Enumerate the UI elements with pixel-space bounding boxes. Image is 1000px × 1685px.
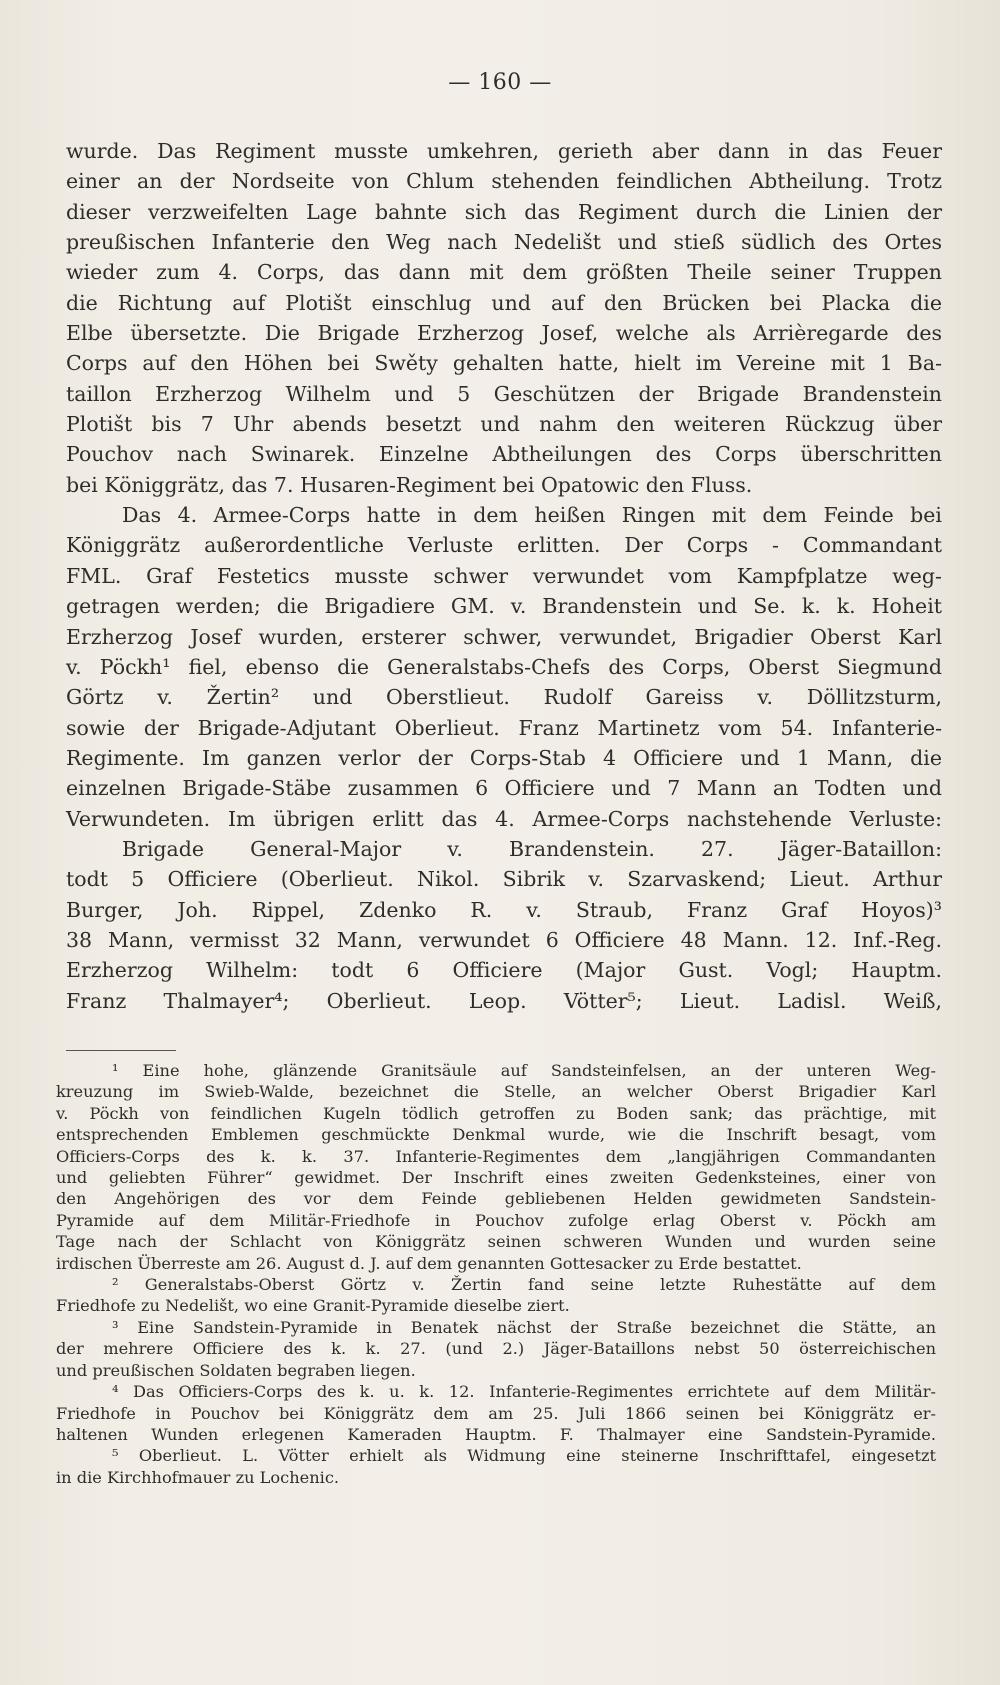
footnote-line: ¹ Eine hohe, glänzende Granitsäule auf Sandsteinfelsen, an der unteren Weg- (112, 1061, 936, 1080)
footnote-line: Officiers-Corps des k. k. 37. Infanterie-Regimentes dem „langjährigen Commandanten (56, 1146, 936, 1166)
text-line: bei Königgrätz, das 7. Husaren-Regiment bei Opatowic den Fluss. (66, 472, 753, 497)
footnote-divider (66, 1050, 176, 1051)
footnote-line: irdischen Überreste am 26. August d. J. auf dem genannten Gottesacker zu Erde bestattet. (56, 1253, 802, 1273)
footnote-line: und geliebten Führer“ gewidmet. Der Inschrift eines zweiten Gedenksteines, einer von (56, 1168, 936, 1188)
footnote-line: in die Kirchhofmauer zu Lochenic. (56, 1467, 340, 1487)
text-line: 38 Mann, vermisst 32 Mann, verwundet 6 Officiere 48 Mann. 12. Inf.-Reg. (66, 927, 942, 952)
footnote-line: Tage nach der Schlacht von Königgrätz seinen schweren Wunden und wurden seine (56, 1232, 936, 1252)
footnote-line: den Angehörigen des vor dem Feinde gebliebenen Helden gewidmeten Sandstein- (56, 1189, 936, 1209)
text-line: taillon Erzherzog Wilhelm und 5 Geschützen der Brigade Brandenstein (66, 381, 942, 406)
footnote-line: haltenen Wunden erlegenen Kameraden Hauptm. F. Thalmayer eine Sandstein-Pyramide. (56, 1424, 936, 1444)
text-line: Erzherzog Wilhelm: todt 6 Officiere (Major Gust. Vogl; Hauptm. (66, 958, 942, 983)
paragraph-start-line: Das 4. Armee-Corps hatte in dem heißen Ringen mit dem Feinde bei (122, 503, 942, 528)
text-line: Plotišt bis 7 Uhr abends besetzt und nahm den weiteren Rückzug über (66, 412, 942, 437)
footnote-line: entsprechenden Emblemen geschmückte Denkmal wurde, wie die Inschrift besagt, vom (56, 1125, 936, 1145)
footnote-line: ³ Eine Sandstein-Pyramide in Benatek nächst der Straße bezeichnet die Stätte, an (112, 1317, 936, 1337)
footnote-line: und preußischen Soldaten begraben liegen. (56, 1360, 416, 1380)
text-line: wieder zum 4. Corps, das dann mit dem größten Theile seiner Truppen (66, 260, 942, 285)
text-line: die Richtung auf Plotišt einschlug und auf den Brücken bei Placka die (66, 290, 942, 315)
footnote-line: kreuzung im Swieb-Walde, bezeichnet die Stelle, an welcher Oberst Brigadier Karl (56, 1082, 936, 1102)
main-text (66, 136, 942, 1016)
footnote-line: ² Generalstabs-Oberst Görtz v. Žertin fand seine letzte Ruhestätte auf dem (112, 1275, 936, 1295)
text-line: FML. Graf Festetics musste schwer verwundet vom Kampfplatze weg- (66, 563, 942, 588)
text-line: Franz Thalmayer⁴; Oberlieut. Leop. Vötter⁵; Lieut. Ladisl. Weiß, (66, 988, 942, 1013)
text-line: Corps auf den Höhen bei Swěty gehalten hatte, hielt im Vereine mit 1 Ba- (66, 351, 942, 376)
footnote-line: ⁴ Das Officiers-Corps des k. u. k. 12. Infanterie-Regimentes errichtete auf dem Militär- (112, 1382, 936, 1402)
text-line: sowie der Brigade-Adjutant Oberlieut. Franz Martinetz vom 54. Infanterie- (66, 715, 942, 740)
text-line: v. Pöckh¹ fiel, ebenso die Generalstabs-Chefs des Corps, Oberst Siegmund (66, 654, 942, 679)
text-line: Görtz v. Žertin² und Oberstlieut. Rudolf Gareiss v. Döllitzsturm, (66, 685, 942, 710)
text-line: dieser verzweifelten Lage bahnte sich das Regiment durch die Linien der (66, 199, 942, 224)
footnote-line: Friedhofe zu Nedelišt, wo eine Granit-Pyramide dieselbe ziert. (56, 1296, 570, 1316)
text-line: Königgrätz außerordentliche Verluste erlitten. Der Corps - Commandant (66, 533, 942, 558)
text-line: preußischen Infanterie den Weg nach Nedelišt und stieß südlich des Ortes (66, 230, 942, 255)
text-line: Burger, Joh. Rippel, Zdenko R. v. Straub, Franz Graf Hoyos)³ (66, 897, 942, 922)
text-line: Elbe übersetzte. Die Brigade Erzherzog Josef, welche als Arrièregarde des (66, 321, 942, 346)
text-line: wurde. Das Regiment musste umkehren, gerieth aber dann in das Feuer (66, 139, 942, 163)
paragraph-start-line: Brigade General-Major v. Brandenstein. 27. Jäger-Bataillon: (122, 836, 942, 861)
page-number: — 160 — (448, 70, 552, 95)
footnotes (56, 1060, 936, 1488)
footnote-line: v. Pöckh von feindlichen Kugeln tödlich getroffen zu Boden sank; das prächtige, mit (56, 1103, 936, 1123)
footnote-line: Pyramide auf dem Militär-Friedhofe in Pouchov zufolge erlag Oberst v. Pöckh am (56, 1210, 936, 1230)
text-line: Verwundeten. Im übrigen erlitt das 4. Armee-Corps nachstehende Verluste: (66, 806, 942, 831)
footnote-line: der mehrere Officiere des k. k. 27. (und 2.) Jäger-Bataillons nebst 50 österreichischen (56, 1339, 936, 1359)
text-line: Pouchov nach Swinarek. Einzelne Abtheilungen des Corps überschritten (66, 442, 942, 467)
text-line: getragen werden; die Brigadiere GM. v. Brandenstein und Se. k. k. Hoheit (66, 594, 942, 619)
text-line: einer an der Nordseite von Chlum stehenden feindlichen Abtheilung. Trotz (66, 169, 942, 194)
text-line: Regimente. Im ganzen verlor der Corps-Stab 4 Officiere und 1 Mann, die (66, 745, 942, 770)
footnote-line: ⁵ Oberlieut. L. Vötter erhielt als Widmung eine steinerne Inschrifttafel, eingesetzt (112, 1446, 936, 1466)
text-line: todt 5 Officiere (Oberlieut. Nikol. Sibrik v. Szarvaskend; Lieut. Arthur (66, 867, 942, 892)
footnote-line: Friedhofe in Pouchov bei Königgrätz dem am 25. Juli 1866 seinen bei Königgrätz er- (56, 1403, 936, 1423)
text-line: Erzherzog Josef wurden, ersterer schwer, verwundet, Brigadier Oberst Karl (66, 624, 942, 649)
text-line: einzelnen Brigade-Stäbe zusammen 6 Officiere und 7 Mann an Todten und (66, 776, 942, 801)
